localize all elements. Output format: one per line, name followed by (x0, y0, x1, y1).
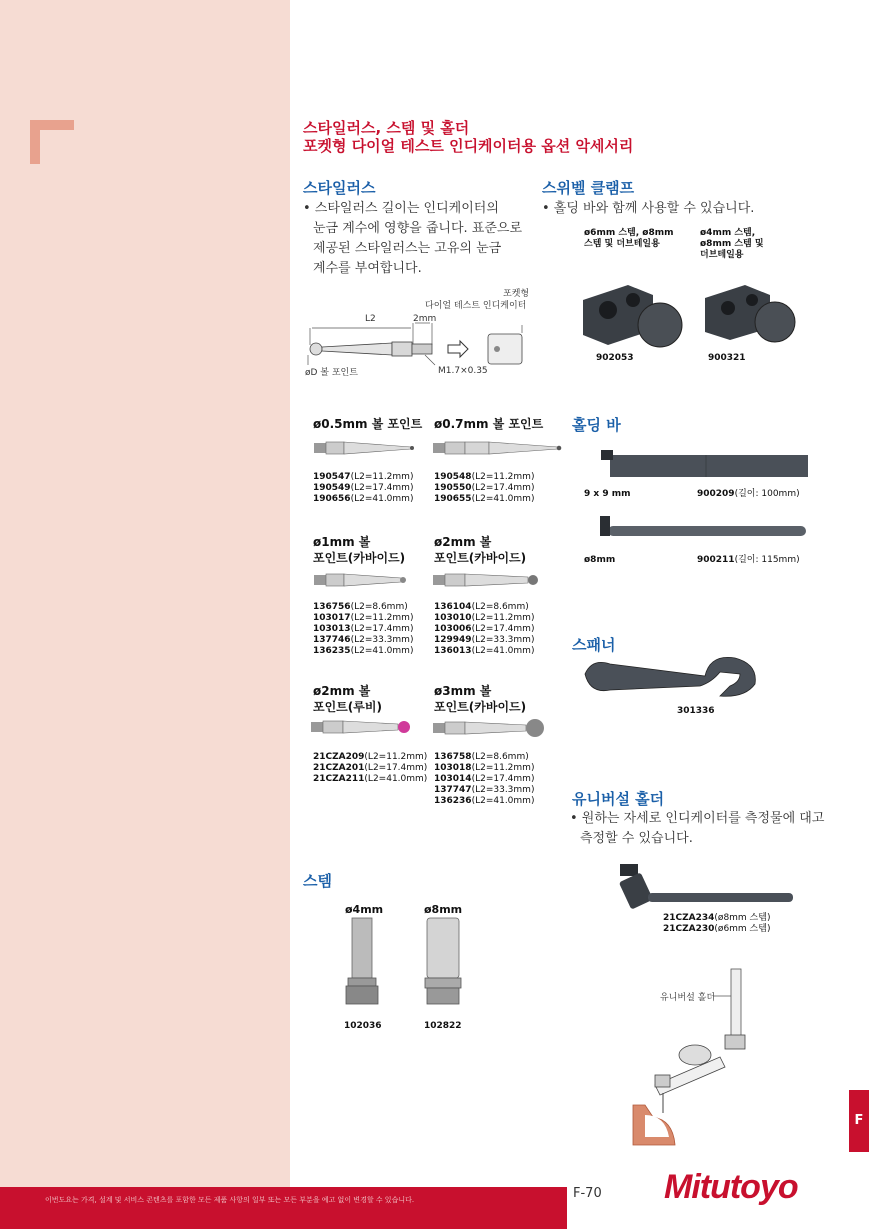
stem-8mm-image (417, 915, 467, 1015)
footer-disclaimer: 이번도요는 가격, 설계 및 서비스 콘텐츠를 포함한 모든 제품 사항의 일부 또는 모든 부분을 예고 없이 변경할 수 있습니다. (45, 1196, 415, 1204)
page-title-line1: 스타일러스, 스템 및 홀더 (303, 119, 470, 137)
stylus-item-title-2: 포인트(루비) (313, 700, 382, 714)
stylus-image-ruby (310, 716, 415, 738)
universal-holder-heading: 유니버설 홀더 (572, 790, 665, 808)
page-number: F-70 (573, 1186, 602, 1201)
holding-bar-round-image (596, 512, 811, 547)
stylus-image-2mm-carbide (432, 570, 542, 590)
stylus-image-3mm (432, 713, 547, 743)
stylus-code-list: 21CZA209(L2=11.2mm) 21CZA201(L2=17.4mm) 21CZA211(L2=41.0mm) (313, 752, 428, 784)
corner-bracket-mark (30, 120, 74, 164)
stem-d4-label: ø4mm (345, 903, 384, 916)
stylus-item-title-1: ø3mm 볼 (434, 684, 492, 698)
stylus-code-list: 190547(L2=11.2mm) 190549(L2=17.4mm) 190656(L2=41.0mm) (313, 472, 414, 504)
holding-bar-code1: 900209(길이: 100mm) (697, 489, 800, 499)
stylus-desc-1: • 스타일러스 길이는 인디케이터의 (303, 201, 499, 216)
swivel-clamp-900321-image (700, 280, 800, 355)
stem-4mm-code: 102036 (344, 1021, 382, 1031)
spanner-heading: 스패너 (572, 636, 616, 654)
universal-holder-image (610, 860, 800, 915)
swivel-a-code: 902053 (596, 353, 634, 363)
stylus-code-list: 136756(L2=8.6mm) 103017(L2=11.2mm) 103013(L2=17.4mm) 137746(L2=33.3mm) 136235(L2=41.0mm) (313, 602, 414, 656)
stylus-item-title-2: 포인트(카바이드) (434, 700, 527, 714)
spanner-image (580, 652, 760, 702)
spanner-code: 301336 (677, 706, 715, 716)
swivel-clamp-desc: • 홀딩 바와 함께 사용할 수 있습니다. (542, 201, 755, 216)
stem-d8-label: ø8mm (424, 903, 463, 916)
stem-4mm-image (340, 915, 385, 1015)
diagram-label-ball: øD 볼 포인트 (305, 368, 358, 378)
stylus-desc-3: 제공된 스타일러스는 고유의 눈금 (313, 241, 502, 256)
holding-bar-size2: ø8mm (584, 555, 616, 565)
diagram-label-pocket2: 다이얼 테스트 인디케이터 (425, 301, 527, 311)
stylus-desc-4: 계수를 부여합니다. (313, 261, 422, 276)
stylus-item-title-1: ø1mm 볼 (313, 535, 371, 549)
stylus-item-title-2: 포인트(카바이드) (434, 551, 527, 565)
universal-holder-diagram (625, 965, 755, 1150)
stylus-image-07 (432, 438, 564, 458)
stylus-image-1mm (313, 570, 408, 590)
universal-holder-diagram-label: 유니버설 홀더 (660, 993, 716, 1003)
stylus-item-title: ø0.5mm 볼 포인트 (313, 417, 423, 431)
stylus-item-title-1: ø2mm 볼 (313, 684, 371, 698)
holding-bar-square-image (596, 445, 811, 485)
stylus-item-title-2: 포인트(카바이드) (313, 551, 406, 565)
page-title-line2: 포켓형 다이얼 테스트 인디케이터용 옵션 악세서리 (303, 137, 634, 155)
stylus-item-title-1: ø2mm 볼 (434, 535, 492, 549)
swivel-a-label: ø6mm 스템, ø8mm 스템 및 더브테일용 (584, 228, 674, 249)
stem-heading: 스템 (303, 872, 332, 890)
section-tab: F (849, 1090, 869, 1152)
holding-bar-heading: 홀딩 바 (572, 416, 621, 434)
footer-bar (0, 1187, 567, 1229)
universal-holder-codes: 21CZA234(ø8mm 스템) 21CZA230(ø6mm 스템) (663, 913, 771, 934)
left-color-band (0, 0, 290, 1229)
swivel-clamp-902053-image (578, 280, 688, 355)
stylus-image-05 (313, 438, 418, 458)
stylus-heading: 스타일러스 (303, 179, 376, 197)
stylus-code-list: 190548(L2=11.2mm) 190550(L2=17.4mm) 190655(L2=41.0mm) (434, 472, 535, 504)
stylus-item-title: ø0.7mm 볼 포인트 (434, 417, 544, 431)
stem-8mm-code: 102822 (424, 1021, 462, 1031)
stylus-code-list: 136758(L2=8.6mm) 103018(L2=11.2mm) 103014(L2=17.4mm) 137747(L2=33.3mm) 136236(L2=41.0mm) (434, 752, 535, 806)
swivel-b-code: 900321 (708, 353, 746, 363)
holding-bar-code2: 900211(길이: 115mm) (697, 555, 800, 565)
stylus-desc-2: 눈금 계수에 영향을 줍니다. 표준으로 (313, 221, 523, 236)
holding-bar-size1: 9 x 9 mm (584, 489, 631, 499)
diagram-label-thread: M1.7×0.35 (438, 366, 488, 376)
universal-holder-desc-2: 측정할 수 있습니다. (580, 831, 693, 846)
diagram-label-2mm: 2mm (413, 314, 437, 324)
diagram-label-l2: L2 (365, 314, 376, 324)
swivel-clamp-heading: 스위벨 클램프 (542, 179, 635, 197)
universal-holder-desc-1: • 원하는 자세로 인디케이터를 측정물에 대고 (570, 811, 825, 826)
swivel-b-label: ø4mm 스템, ø8mm 스템 및 더브테일용 (700, 228, 764, 260)
stylus-code-list: 136104(L2=8.6mm) 103010(L2=11.2mm) 103006(L2=17.4mm) 129949(L2=33.3mm) 136013(L2=41.0mm) (434, 602, 535, 656)
diagram-label-pocket1: 포켓형 (503, 289, 530, 299)
mitutoyo-logo: Mitutoyo (664, 1168, 798, 1206)
